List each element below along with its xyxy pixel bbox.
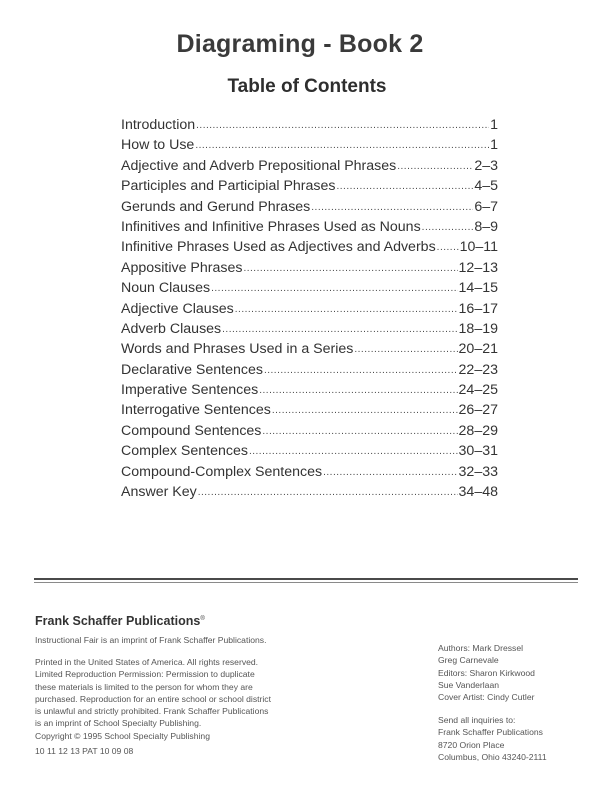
registered-mark: ® [200, 615, 205, 622]
dot-leader [311, 199, 473, 214]
print-code: 10 11 12 13 PAT 10 09 08 [35, 746, 134, 756]
table-of-contents [121, 117, 498, 504]
toc-entry-pages: 26–27 [458, 402, 498, 419]
inquiries-address [438, 714, 547, 763]
toc-entry-pages: 14–15 [458, 280, 498, 297]
inquiry-line: 8720 Orion Place [438, 739, 505, 750]
dot-leader [337, 178, 474, 193]
credit-line: Greg Carnevale [438, 655, 499, 666]
toc-entry-title: Infinitive Phrases Used as Adjectives and Adverbs [121, 239, 436, 256]
toc-entry-title: Adverb Clauses [121, 320, 222, 337]
toc-entry-title: Compound-Complex Sentences [121, 463, 323, 480]
toc-entry-title: Interrogative Sentences [121, 402, 271, 419]
dot-leader [272, 402, 458, 417]
toc-entry-title: Imperative Sentences [121, 382, 259, 399]
book-title: Diagraming - Book 2 [176, 30, 424, 58]
toc-entry-pages: 10–11 [459, 239, 498, 256]
toc-entry [121, 158, 498, 178]
toc-entry-pages: 2–3 [474, 157, 498, 174]
toc-entry [121, 260, 498, 280]
toc-entry [121, 382, 498, 402]
toc-entry-title: Declarative Sentences [121, 361, 263, 378]
dot-leader [195, 137, 489, 152]
imprint-line: Instructional Fair is an imprint of Frank Schaffer Publications. [35, 635, 267, 645]
inquiry-line: Frank Schaffer Publications [438, 727, 543, 738]
copyright-line: Copyright © 1995 School Specialty Publishing [35, 730, 210, 741]
toc-entry-title: Adjective and Adverb Prepositional Phrases [121, 157, 397, 174]
toc-entry-title: Words and Phrases Used in a Series [121, 341, 354, 358]
toc-entry-title: Noun Clauses [121, 280, 211, 297]
toc-entry [121, 219, 498, 239]
toc-entry-title: Adjective Clauses [121, 300, 234, 317]
toc-entry-pages: 32–33 [458, 463, 498, 480]
toc-entry-title: Appositive Phrases [121, 259, 243, 276]
toc-entry-pages: 20–21 [458, 341, 498, 358]
credits [438, 642, 535, 703]
toc-entry [121, 321, 498, 341]
dot-leader [437, 239, 459, 254]
toc-entry-pages: 8–9 [474, 218, 498, 235]
footer-divider [34, 578, 578, 580]
toc-entry [121, 484, 498, 504]
credit-line: Sue Vanderlaan [438, 679, 499, 690]
dot-leader [235, 301, 458, 316]
toc-entry-pages: 34–48 [458, 484, 498, 501]
toc-entry-title: Participles and Participial Phrases [121, 178, 336, 195]
dot-leader [422, 219, 474, 234]
dot-leader [397, 158, 473, 173]
toc-entry-pages: 6–7 [474, 198, 498, 215]
credit-line: Editors: Sharon Kirkwood [438, 667, 535, 678]
legal-line: Printed in the United States of America. All rights reserved. [35, 657, 259, 667]
credit-line: Cover Artist: Cindy Cutler [438, 692, 535, 703]
dot-leader [243, 260, 457, 275]
toc-entry-title: Introduction [121, 117, 196, 133]
toc-entry-title: Complex Sentences [121, 443, 248, 460]
dot-leader [211, 280, 457, 295]
toc-entry [121, 137, 498, 157]
legal-line: purchased. Reproduction for an entire school or school district [35, 693, 271, 704]
toc-entry-pages: 1 [490, 137, 498, 154]
inquiry-line: Columbus, Ohio 43240-2111 [438, 751, 547, 762]
toc-entry-title: Infinitives and Infinitive Phrases Used as Nouns [121, 218, 421, 235]
dot-leader [354, 341, 457, 356]
dot-leader [249, 443, 458, 458]
toc-entry-title: Answer Key [121, 484, 197, 501]
toc-entry-pages: 30–31 [458, 443, 498, 460]
toc-entry-pages: 16–17 [458, 300, 498, 317]
toc-entry-pages: 4–5 [474, 178, 498, 195]
legal-line: these materials is limited to the person for whom they are [35, 681, 253, 692]
legal-line: is an imprint of School Specialty Publishing. [35, 718, 202, 729]
toc-entry-pages: 1 [490, 117, 498, 133]
credit-line: Authors: Mark Dressel [438, 643, 524, 653]
dot-leader [264, 362, 458, 377]
toc-entry [121, 402, 498, 422]
legal-line: Limited Reproduction Permission: Permission to duplicate [35, 669, 255, 680]
toc-heading: Table of Contents [227, 76, 387, 97]
dot-leader [323, 464, 457, 479]
toc-entry [121, 178, 498, 198]
toc-entry [121, 464, 498, 484]
toc-entry [121, 280, 498, 300]
toc-entry-title: Compound Sentences [121, 422, 262, 439]
toc-entry [121, 341, 498, 361]
dot-leader [196, 117, 489, 132]
toc-entry-pages: 12–13 [458, 259, 498, 276]
footer-divider-thin [34, 582, 578, 583]
legal-line: is unlawful and strictly prohibited. Frank Schaffer Publications [35, 706, 269, 717]
toc-entry-title: How to Use [121, 137, 195, 154]
dot-leader [262, 423, 457, 438]
toc-entry-pages: 22–23 [458, 361, 498, 378]
toc-entry [121, 362, 498, 382]
toc-entry-pages: 18–19 [458, 320, 498, 337]
toc-entry [121, 443, 498, 463]
toc-entry [121, 199, 498, 219]
toc-entry-title: Gerunds and Gerund Phrases [121, 198, 311, 215]
dot-leader [198, 484, 458, 499]
publisher-name-text: Frank Schaffer Publications [35, 614, 201, 628]
dot-leader [259, 382, 457, 397]
inquiry-line: Send all inquiries to: [438, 715, 516, 725]
dot-leader [222, 321, 457, 336]
toc-entry [121, 301, 498, 321]
toc-entry [121, 117, 498, 137]
toc-entry-pages: 28–29 [458, 422, 498, 439]
toc-entry [121, 423, 498, 443]
toc-entry [121, 239, 498, 259]
publisher-name [35, 614, 205, 628]
legal-notice [35, 656, 305, 742]
toc-entry-pages: 24–25 [458, 382, 498, 399]
